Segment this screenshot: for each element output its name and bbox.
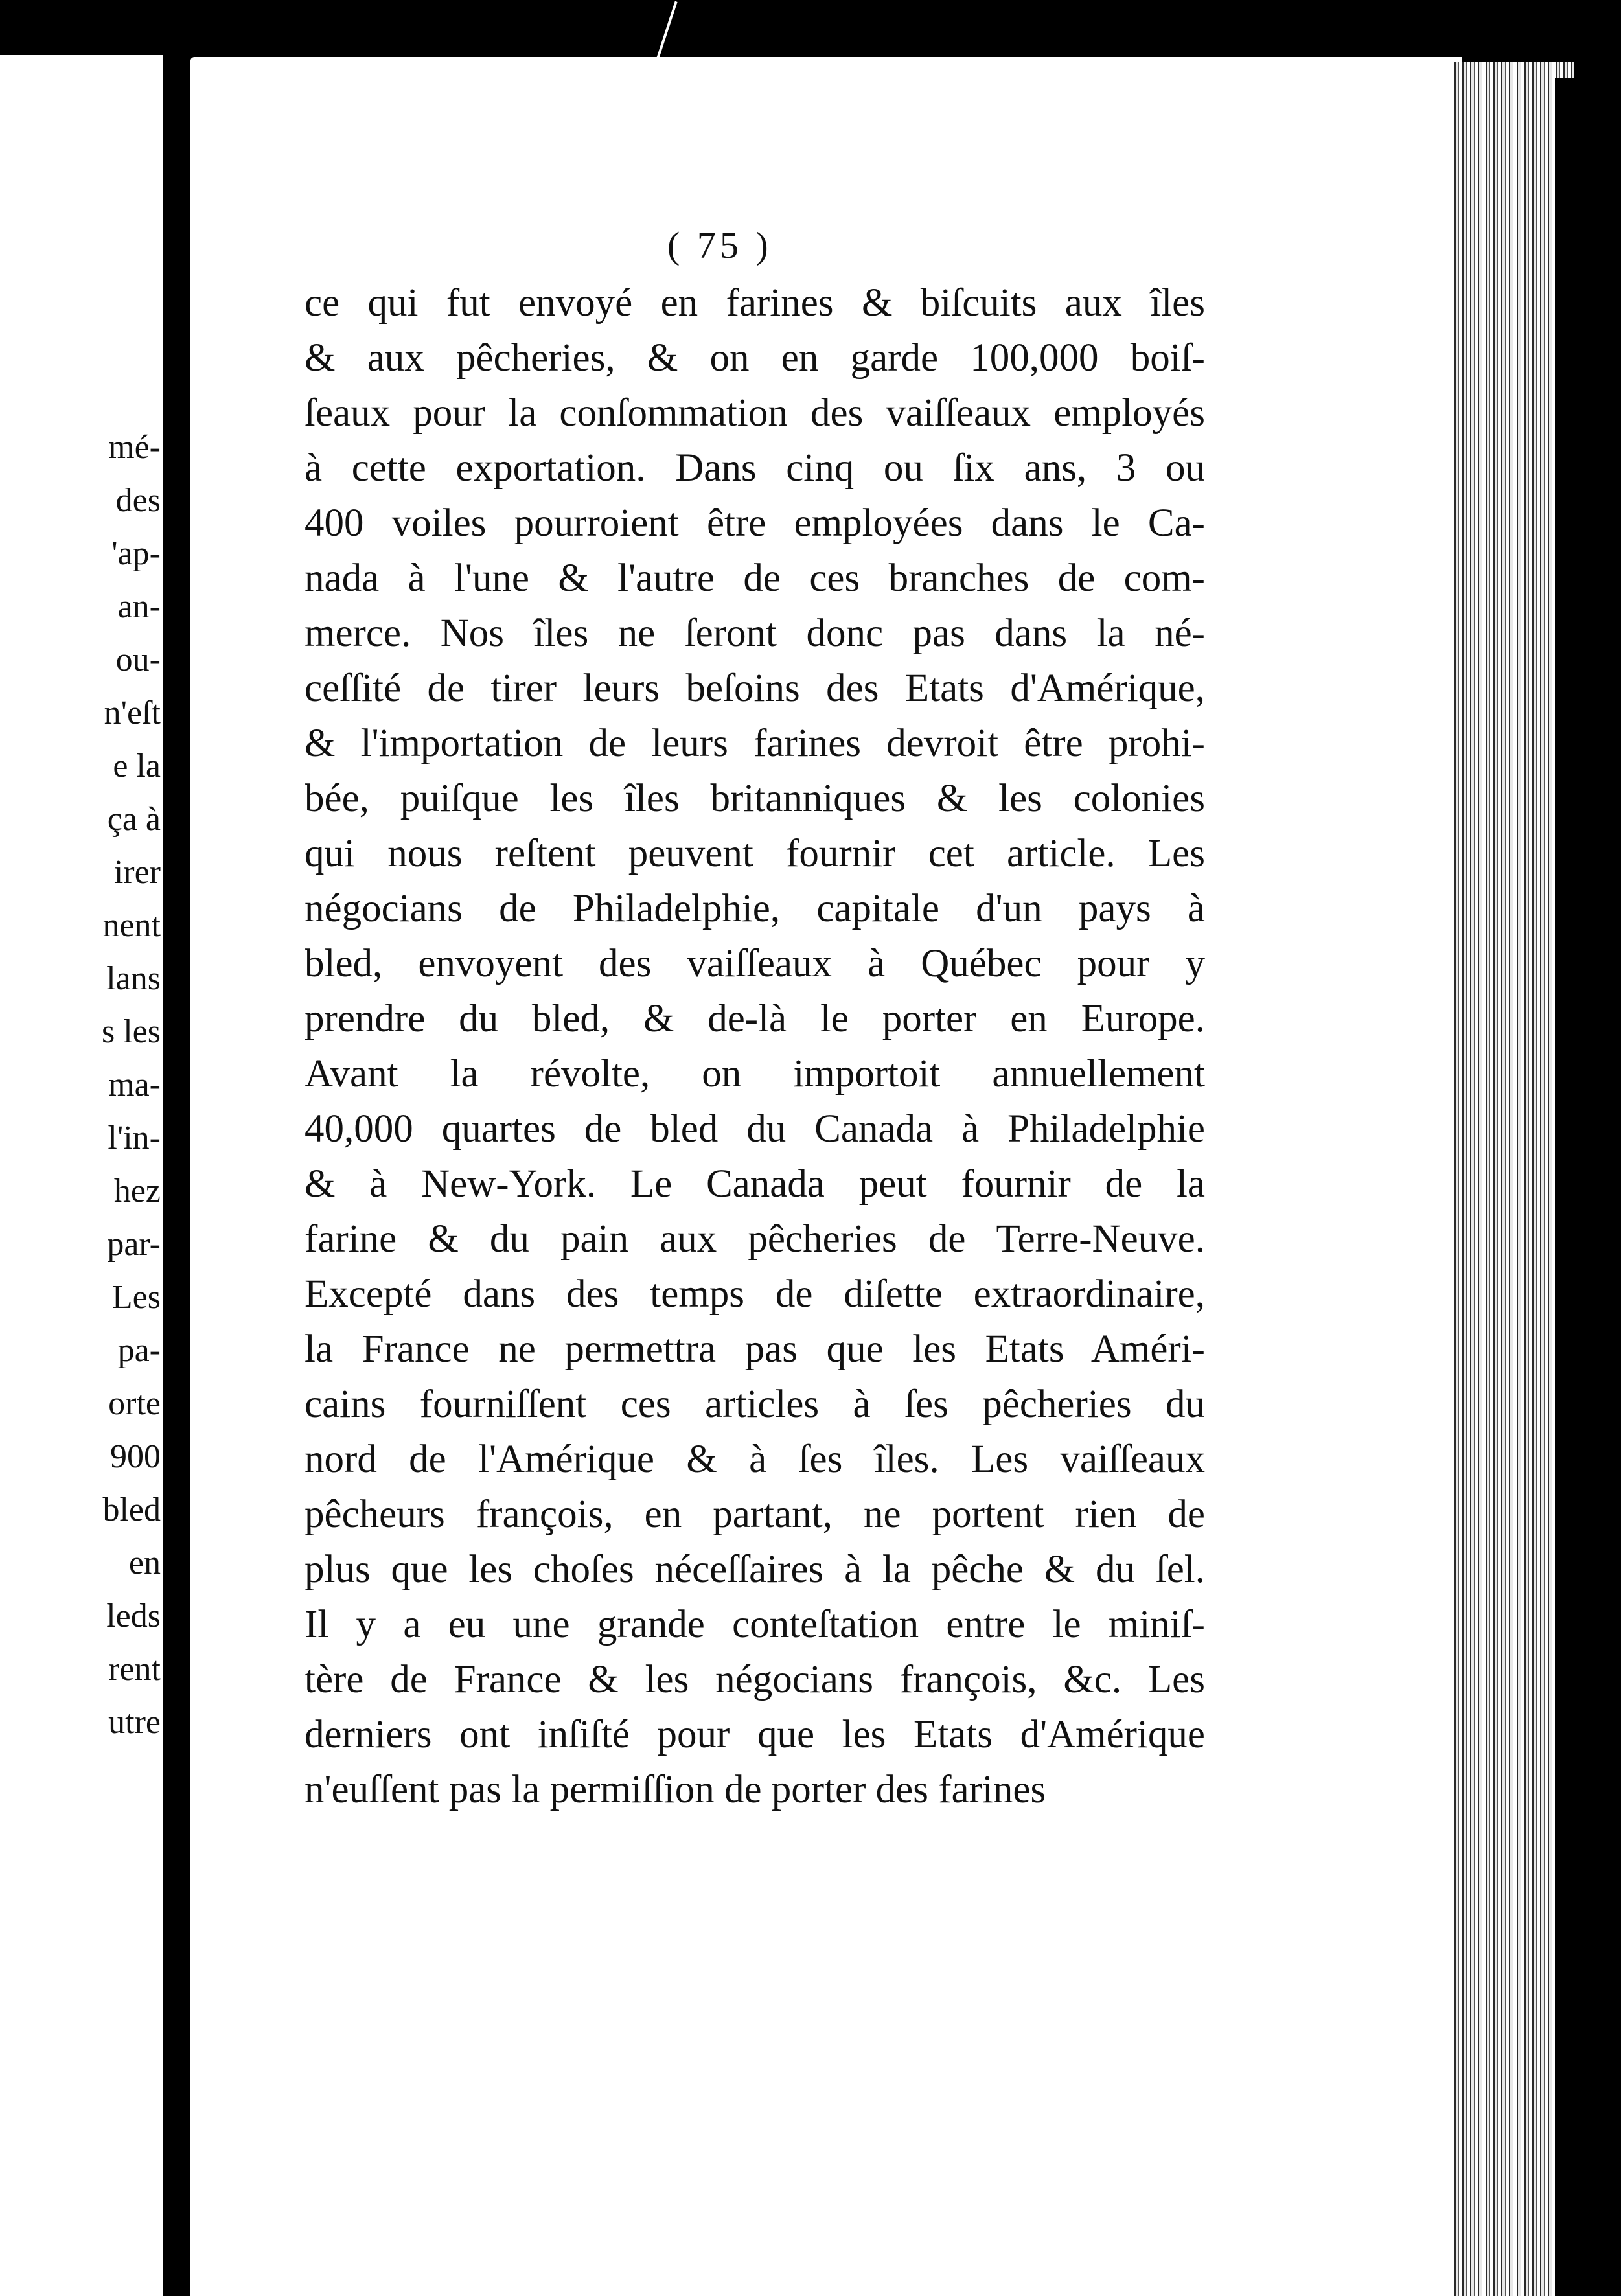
left-page-line: irer xyxy=(113,854,161,891)
text-line: Il y a eu une grande conteſtation entre le miniſ- xyxy=(305,1603,1205,1646)
text-line: & aux pêcheries, & on en garde 100,000 boiſ- xyxy=(305,336,1205,380)
left-page-line: pa- xyxy=(117,1332,161,1369)
left-page-line: an- xyxy=(117,588,161,625)
text-line: pêcheurs françois, en partant, ne portent rien de xyxy=(305,1493,1205,1536)
left-page-line: orte xyxy=(108,1385,161,1422)
text-line: & l'importation de leurs farines devroit être prohi- xyxy=(305,722,1205,765)
text-line: ſeaux pour la conſommation des vaiſſeaux employés xyxy=(305,391,1205,435)
left-page-line: 900 xyxy=(110,1438,161,1475)
left-page-line: ou- xyxy=(115,641,161,678)
text-line: n'euſſent pas la permiſſion de porter des farines xyxy=(305,1768,1046,1811)
text-line: la France ne permettra pas que les Etats Améri- xyxy=(305,1327,1205,1371)
text-line: 400 voiles pourroient être employées dans le Ca- xyxy=(305,501,1205,545)
text-line: tère de France & les négocians françois, &c. Les xyxy=(305,1658,1205,1701)
left-page-line: en xyxy=(128,1544,161,1581)
text-line: à cette exportation. Dans cinq ou ſix ans, 3 ou xyxy=(305,446,1205,490)
left-page-line: hez xyxy=(113,1173,161,1210)
text-line: plus que les choſes néceſſaires à la pêche & du ſel. xyxy=(305,1548,1205,1591)
scan-speck xyxy=(656,1,677,61)
left-page-line: lans xyxy=(106,960,161,997)
page-edges-shadow xyxy=(1555,78,1594,2296)
left-page-line: mé- xyxy=(108,429,161,466)
left-page-line: leds xyxy=(106,1598,161,1635)
left-page-line: e la xyxy=(113,748,161,785)
left-page-line: des xyxy=(115,482,161,519)
text-line: & à New-York. Le Canada peut fournir de la xyxy=(305,1162,1205,1206)
left-page-line: rent xyxy=(108,1651,161,1688)
text-line: derniers ont inſiſté pour que les Etats d'Amérique xyxy=(305,1713,1205,1756)
text-line: ceſſité de tirer leurs beſoins des Etats d'Amérique, xyxy=(305,667,1205,710)
left-page-line: s les xyxy=(102,1013,161,1050)
text-line: ce qui fut envoyé en farines & biſcuits aux îles xyxy=(305,281,1205,325)
text-line: bled, envoyent des vaiſſeaux à Québec pour y xyxy=(305,942,1205,985)
text-line: Avant la révolte, on importoit annuellement xyxy=(305,1052,1205,1096)
left-page-line: ça à xyxy=(107,801,161,838)
left-page-line: Les xyxy=(111,1279,161,1316)
text-line: cains fourniſſent ces articles à ſes pêcheries du xyxy=(305,1383,1205,1426)
book-gutter xyxy=(163,0,190,2296)
scan-speck xyxy=(87,170,91,176)
text-line: 40,000 quartes de bled du Canada à Philadelphie xyxy=(305,1107,1205,1151)
left-page-fragment xyxy=(0,55,163,2296)
text-line: nord de l'Amérique & à ſes îles. Les vaiſſeaux xyxy=(305,1438,1205,1481)
left-page-line: l'in- xyxy=(108,1119,161,1156)
text-line: négocians de Philadelphie, capitale d'un pays à xyxy=(305,887,1205,930)
left-page-line: bled xyxy=(102,1491,161,1528)
text-line: prendre du bled, & de-là le porter en Europe. xyxy=(305,997,1205,1040)
left-page-line: par- xyxy=(107,1226,161,1263)
text-line: nada à l'une & l'autre de ces branches de com- xyxy=(305,557,1205,600)
page-number: ( 75 ) xyxy=(667,224,772,266)
left-page-line: nent xyxy=(102,907,161,944)
text-line: bée, puiſque les îles britanniques & les colonies xyxy=(305,777,1205,820)
left-page-line: utre xyxy=(108,1704,161,1741)
left-page-line: 'ap- xyxy=(111,535,161,572)
text-line: Excepté dans des temps de diſette extraordinaire, xyxy=(305,1272,1205,1316)
left-page-line: ma- xyxy=(108,1066,161,1103)
text-line: qui nous reſtent peuvent fournir cet article. Les xyxy=(305,832,1205,875)
text-line: farine & du pain aux pêcheries de Terre-Neuve. xyxy=(305,1217,1205,1261)
left-page-line: n'eſt xyxy=(104,695,161,731)
page-body-text xyxy=(305,275,1205,1817)
text-line: merce. Nos îles ne ſeront donc pas dans la né- xyxy=(305,612,1205,655)
